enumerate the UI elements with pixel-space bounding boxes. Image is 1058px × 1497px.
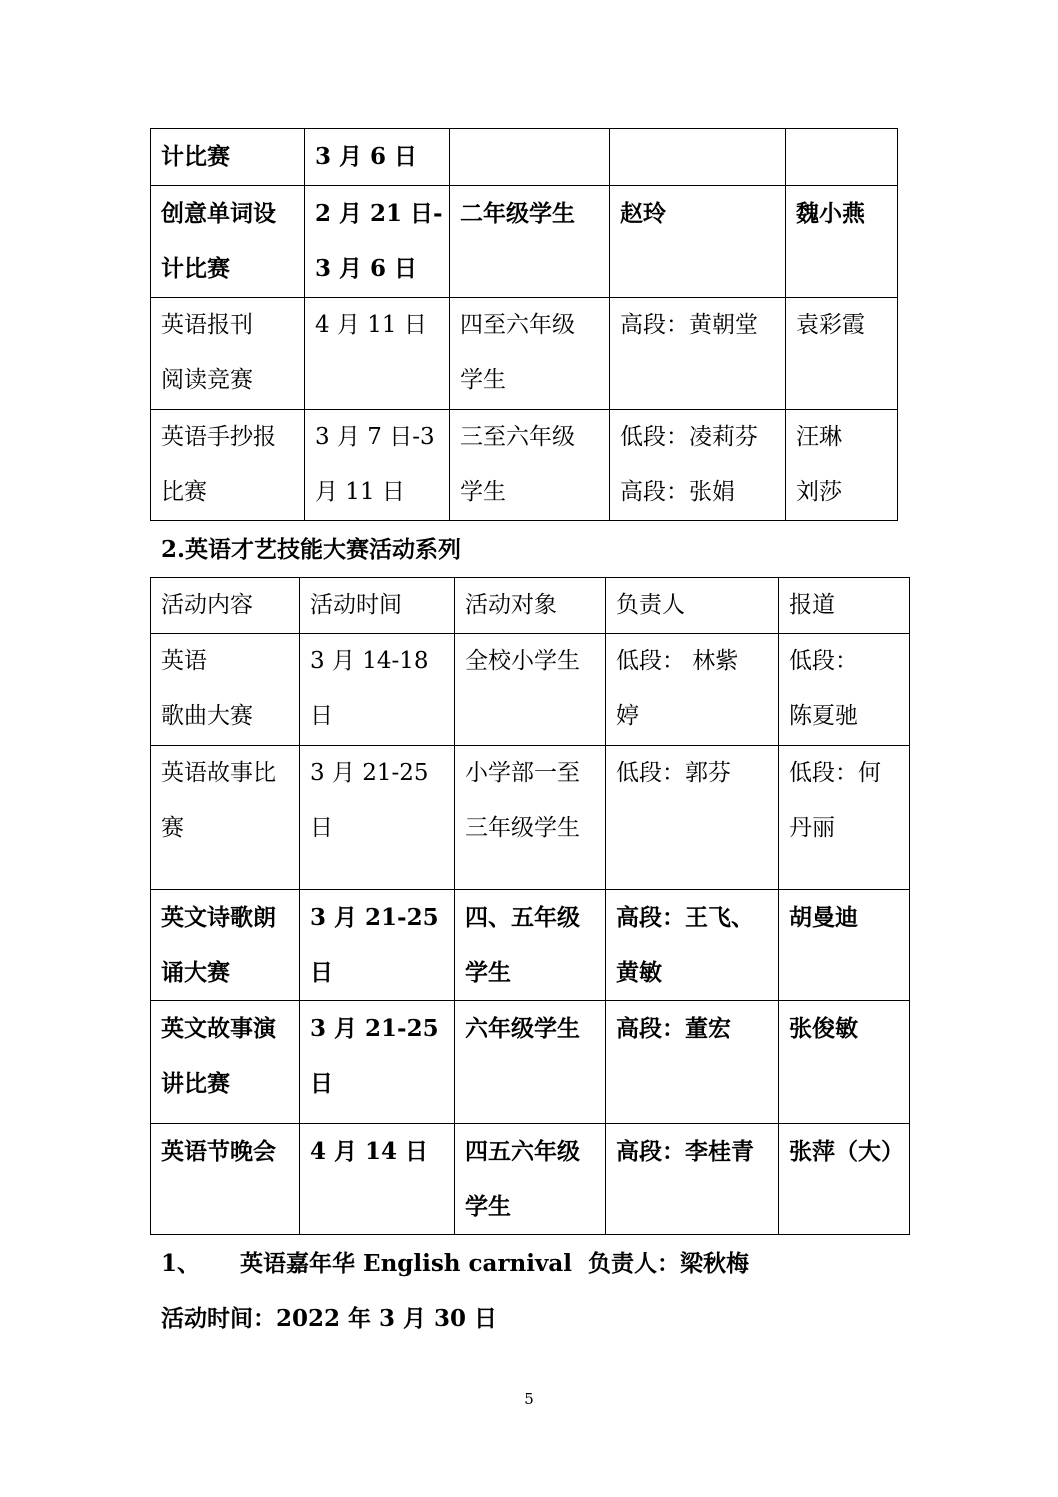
item-heading: 1、 英语嘉年华 English carnival 负责人：梁秋梅 [161, 1250, 750, 1277]
cell-text: 2 月 21 日- [315, 200, 443, 227]
table-cell [305, 186, 450, 298]
cell-text: 歌曲大赛 [161, 703, 253, 729]
table-cell [151, 410, 305, 521]
cell-text: 英语 [161, 648, 207, 674]
cell-text: 低段：郭芬 [616, 760, 731, 786]
table-cell [455, 890, 606, 1001]
cell-text: 小学部一至 [465, 760, 580, 786]
cell-text: 创意单词设 [161, 200, 276, 227]
table-cell [151, 1124, 300, 1235]
table-row [151, 129, 898, 186]
table-cell [610, 186, 786, 298]
cell-text: 英语手抄报 [161, 424, 276, 450]
cell-text: 计比赛 [161, 255, 230, 282]
table-cell [300, 746, 455, 890]
table-row [151, 186, 898, 298]
cell-text: 月 11 日 [315, 479, 405, 505]
cell-text: 三年级学生 [465, 815, 580, 841]
cell-text: 三至六年级 [460, 424, 575, 450]
table-cell [455, 746, 606, 890]
table-row [151, 1001, 910, 1124]
table-row [151, 890, 910, 1001]
cell-text: 日 [310, 1070, 333, 1097]
table-cell [151, 298, 305, 410]
cell-text: 3 月 21-25 [310, 904, 439, 931]
page-number: 5 [524, 1390, 534, 1408]
table-cell [606, 1124, 779, 1235]
table-cell [300, 1001, 455, 1124]
cell-text: 高段：李桂青 [616, 1138, 754, 1165]
table-row [151, 1124, 910, 1235]
table-cell [610, 410, 786, 521]
cell-text: 四至六年级 [460, 312, 575, 338]
cell-text: 陈夏驰 [789, 703, 858, 729]
cell-text: 日 [310, 959, 333, 986]
table-2 [150, 577, 910, 1235]
cell-text: 英语故事比 [161, 760, 276, 786]
cell-text: 4 月 11 日 [315, 312, 427, 338]
table-cell [779, 1124, 910, 1235]
cell-text: 低段： [789, 648, 858, 674]
cell-text: 魏小燕 [796, 200, 865, 227]
cell-text: 二年级学生 [460, 200, 575, 227]
table-cell [606, 1001, 779, 1124]
cell-text: 全校小学生 [465, 648, 580, 674]
cell-text: 讲比赛 [161, 1070, 230, 1097]
cell-text: 3 月 7 日-3 [315, 424, 435, 450]
table-1 [150, 128, 898, 521]
table-cell [151, 129, 305, 186]
activity-time: 活动时间：2022 年 3 月 30 日 [161, 1305, 498, 1332]
table-cell [786, 298, 898, 410]
cell-text: 学生 [460, 479, 506, 505]
header-cell: 报道 [779, 578, 910, 634]
cell-text: 日 [310, 815, 333, 841]
table-cell [300, 1124, 455, 1235]
table-cell [779, 1001, 910, 1124]
table-cell [455, 1124, 606, 1235]
cell-text: 张俊敏 [789, 1015, 858, 1042]
cell-text: 3 月 6 日 [315, 255, 418, 282]
cell-text: 4 月 14 日 [310, 1138, 429, 1165]
header-cell: 活动内容 [151, 578, 300, 634]
cell-text: 学生 [465, 1193, 511, 1220]
cell-text: 3 月 6 日 [315, 143, 418, 170]
cell-text: 汪琳 [796, 424, 842, 450]
cell-text: 阅读竞赛 [161, 367, 253, 393]
cell-text: 婷 [616, 703, 639, 729]
table-cell [151, 746, 300, 890]
cell-text: 低段：何 [789, 760, 881, 786]
table-cell [455, 634, 606, 746]
cell-text: 四、五年级 [465, 904, 580, 931]
table-cell [606, 890, 779, 1001]
table-row [151, 298, 898, 410]
header-cell: 负责人 [606, 578, 779, 634]
cell-text: 丹丽 [789, 815, 835, 841]
cell-text: 四五六年级 [465, 1138, 580, 1165]
table-2-body [151, 634, 910, 1235]
table-cell [786, 129, 898, 186]
cell-text: 英文诗歌朗 [161, 904, 276, 931]
cell-text: 赵玲 [620, 200, 666, 227]
table-cell [450, 129, 610, 186]
cell-text: 黄敏 [616, 959, 662, 986]
table-cell [300, 634, 455, 746]
header-row [151, 578, 910, 634]
table-cell [450, 410, 610, 521]
table-cell [450, 186, 610, 298]
table-row [151, 746, 910, 890]
table-cell [786, 410, 898, 521]
cell-text: 低段：凌莉芬 [620, 424, 758, 450]
cell-text: 英语节晚会 [161, 1138, 276, 1165]
cell-text: 赛 [161, 815, 184, 841]
table-cell [786, 186, 898, 298]
cell-text: 计比赛 [161, 143, 230, 170]
table-cell [455, 1001, 606, 1124]
table-cell [779, 746, 910, 890]
cell-text: 六年级学生 [465, 1015, 580, 1042]
table-cell [606, 634, 779, 746]
cell-text: 刘莎 [796, 479, 842, 505]
cell-text: 学生 [460, 367, 506, 393]
table-row [151, 634, 910, 746]
cell-text: 学生 [465, 959, 511, 986]
table-cell [610, 298, 786, 410]
cell-text: 比赛 [161, 479, 207, 505]
cell-text: 3 月 21-25 [310, 760, 429, 786]
cell-text: 低段： 林紫 [616, 648, 739, 674]
cell-text: 高段：张娟 [620, 479, 735, 505]
cell-text: 英文故事演 [161, 1015, 276, 1042]
cell-text: 3 月 14-18 [310, 648, 429, 674]
table-cell [450, 298, 610, 410]
cell-text: 高段：王飞、 [616, 904, 754, 931]
header-cell: 活动对象 [455, 578, 606, 634]
table-cell [151, 890, 300, 1001]
table-cell [305, 298, 450, 410]
table-cell [606, 746, 779, 890]
table-cell [610, 129, 786, 186]
section-heading: 2.英语才艺技能大赛活动系列 [161, 536, 462, 563]
table-row [151, 410, 898, 521]
table-cell [151, 186, 305, 298]
cell-text: 高段：董宏 [616, 1015, 731, 1042]
cell-text: 诵大赛 [161, 959, 230, 986]
table-cell [779, 890, 910, 1001]
cell-text: 英语报刊 [161, 312, 253, 338]
cell-text: 高段：黄朝堂 [620, 312, 758, 338]
cell-text: 张萍（大） [789, 1138, 904, 1165]
table-cell [151, 1001, 300, 1124]
table-cell [779, 634, 910, 746]
table-2-header [151, 578, 910, 634]
cell-text: 袁彩霞 [796, 312, 865, 338]
cell-text: 日 [310, 703, 333, 729]
table-cell [305, 129, 450, 186]
table-cell [305, 410, 450, 521]
table-1-body [151, 129, 898, 521]
table-cell [300, 890, 455, 1001]
header-cell: 活动时间 [300, 578, 455, 634]
cell-text: 3 月 21-25 [310, 1015, 439, 1042]
cell-text: 胡曼迪 [789, 904, 858, 931]
table-cell [151, 634, 300, 746]
